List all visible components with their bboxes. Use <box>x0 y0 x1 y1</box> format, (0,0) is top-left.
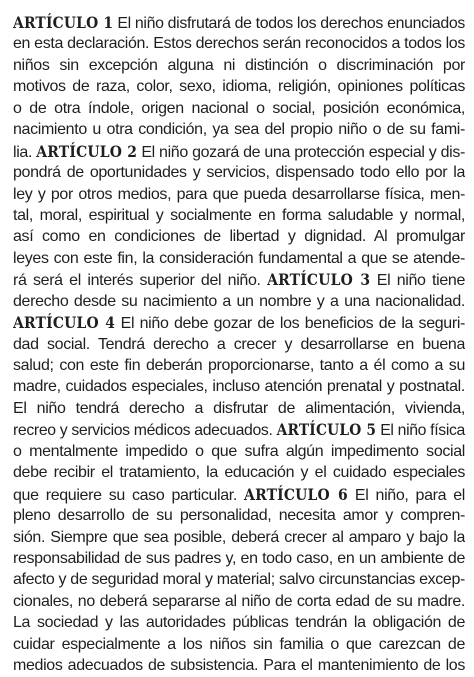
text-line <box>13 184 465 205</box>
body-text: pleno desarrollo de su personalidad, necesita amor y compren- <box>13 507 465 525</box>
text-line <box>13 355 465 376</box>
text-line <box>13 55 465 76</box>
text-line <box>13 119 465 140</box>
text-line <box>13 141 465 162</box>
body-text: leyes con este fin, la consideración fundamental a que se atende- <box>13 249 465 267</box>
text-line <box>13 334 465 355</box>
body-text: madre, cuidados especiales, incluso atención prenatal y postnatal. <box>13 378 465 396</box>
article-heading: ARTÍCULO 5 <box>276 420 377 440</box>
article-heading: ARTÍCULO 2 <box>36 141 138 161</box>
text-line <box>13 548 465 569</box>
body-text: en esta declaración. Estos derechos serán reconocidos a todos los <box>13 35 465 53</box>
body-text: El niño disfrutará de todos los derechos enunciados <box>113 15 465 32</box>
body-text: o mentalmente impedido o que sufra algún impedimento social <box>13 442 465 460</box>
text-line <box>13 376 465 397</box>
text-line <box>13 291 465 312</box>
body-text: niños sin excepción alguna ni distinción o discriminación por <box>13 56 465 74</box>
body-text: motivos de raza, color, sexo, idioma, religión, opiniones políticas <box>13 78 465 96</box>
text-line <box>13 655 465 676</box>
body-text: ley y por otros medios, para que pueda desarrollarse física, men- <box>13 185 465 203</box>
text-line <box>13 484 465 505</box>
document-page <box>13 12 465 677</box>
body-text: recreo y servicios médicos adecuados. <box>13 422 277 440</box>
text-line <box>13 312 465 333</box>
body-text: que requiere su caso particular. <box>13 486 245 504</box>
text-line <box>13 98 465 119</box>
article-heading: ARTÍCULO 4 <box>13 313 116 333</box>
body-text: sión. Siempre que sea posible, deberá crecer al amparo y bajo la <box>13 528 465 546</box>
body-text: salud; con este fin deberán proporcionarse, tanto a él como a su <box>13 357 465 374</box>
text-line <box>13 226 465 247</box>
body-text: La sociedad y las autoridades públicas tendrán la obligación de <box>13 614 465 632</box>
body-text: El niño gozará de una protección especial y dis- <box>137 143 465 161</box>
text-line <box>13 12 465 33</box>
text-line <box>13 441 465 462</box>
text-line <box>13 419 465 440</box>
body-text: El niño física <box>376 422 465 440</box>
body-text: o de otra índole, origen nacional o social, posición económica, <box>13 99 465 117</box>
body-text: debe recibir el tratamiento, la educación y el cuidado especiales <box>13 464 465 482</box>
text-line <box>13 612 465 633</box>
body-text: cuidar especialmente a los niños sin familia o que carezcan de <box>13 635 465 653</box>
text-line <box>13 248 465 269</box>
body-text: derecho desde su nacimiento a un nombre y a una nacionalidad. <box>13 292 465 310</box>
article-heading: ARTÍCULO 1 <box>13 13 114 32</box>
body-text: tal, moral, espiritual y socialmente en forma saludable y normal, <box>13 206 465 224</box>
body-text: medios adecuados de subsistencia. Para el mantenimiento de los <box>13 657 465 675</box>
text-line <box>13 76 465 97</box>
text-line <box>13 527 465 548</box>
body-text: afecto y de seguridad moral y material; salvo circunstancias excep- <box>13 571 465 589</box>
body-text: así como en condiciones de libertad y dignidad. Al promulgar <box>13 228 465 246</box>
body-text: El niño, para el <box>347 486 465 504</box>
body-text: dad social. Tendrá derecho a crecer y desarrollarse en buena <box>13 335 465 353</box>
body-text: El niño tendrá derecho a disfrutar de alimentación, vivienda, <box>13 399 465 417</box>
text-line <box>13 33 465 54</box>
text-line <box>13 269 465 290</box>
text-line <box>13 569 465 590</box>
text-line <box>13 205 465 226</box>
text-line <box>13 634 465 655</box>
article-heading: ARTÍCULO 3 <box>267 270 371 290</box>
body-text: pondrá de oportunidades y servicios, dispensado todo ello por la <box>13 164 465 182</box>
text-line <box>13 505 465 526</box>
body-text: lia. <box>13 143 37 161</box>
text-line <box>13 162 465 183</box>
body-text: responsabilidad de sus padres y, en todo caso, en un ambiente de <box>13 549 465 567</box>
text-line <box>13 398 465 419</box>
text-line <box>13 591 465 612</box>
article-heading: ARTÍCULO 6 <box>244 484 348 504</box>
body-text: nacimiento u otra condición, ya sea del propio niño o de su fami- <box>13 121 465 139</box>
body-text: rá será el interés superior del niño. <box>13 272 268 290</box>
text-line <box>13 462 465 483</box>
body-text: El niño debe gozar de los beneficios de la seguri- <box>115 315 465 333</box>
body-text: cionales, no deberá separarse al niño de corta edad de su madre. <box>13 592 465 610</box>
body-text: El niño tiene <box>370 272 465 290</box>
